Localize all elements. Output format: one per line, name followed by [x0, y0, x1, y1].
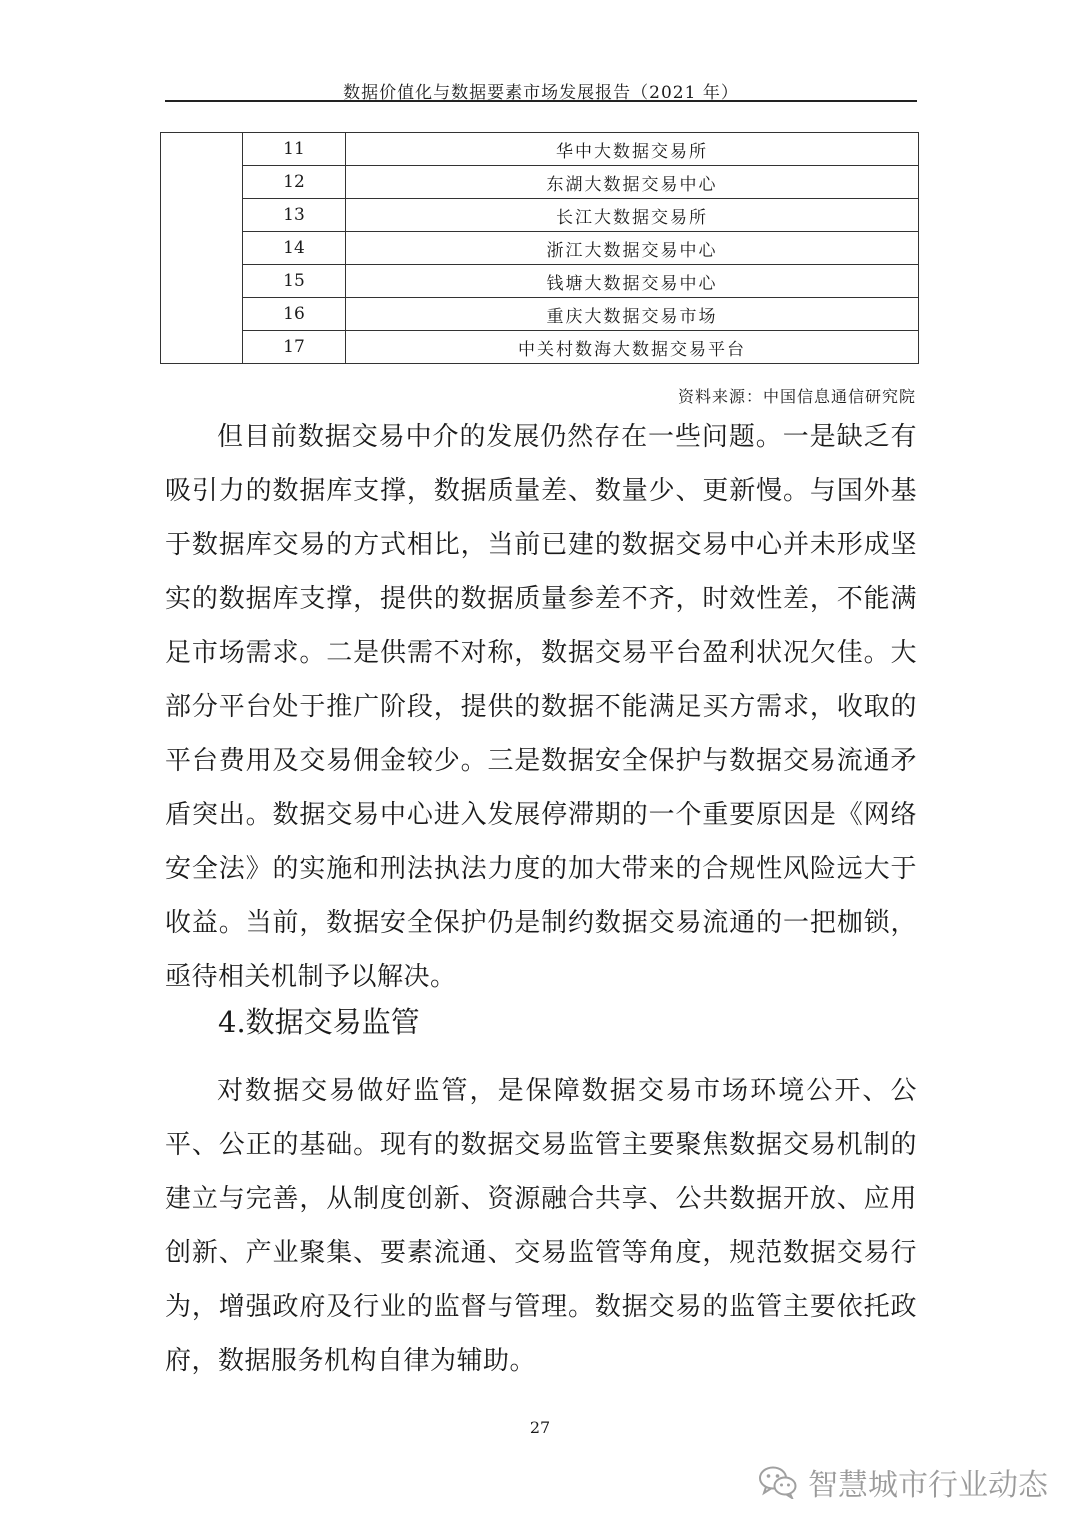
row-number: 13 — [243, 199, 346, 232]
exchange-name: 中关村数海大数据交易平台 — [346, 331, 919, 364]
watermark-text: 智慧城市行业动态 — [808, 1468, 1048, 1503]
section-heading: 4.数据交易监管 — [218, 1005, 420, 1039]
header-divider — [165, 100, 917, 102]
body-paragraph-issues: 但目前数据交易中介的发展仍然存在一些问题。一是缺乏有吸引力的数据库支撑，数据质量差、数量少、更新慢。与国外基于数据库交易的方式相比，当前已建的数据交易中心并未形成坚实的数据库支撑，提供的数据质量参差不齐，时效性差，不能满足市场需求。二是供需不对称，数据交易平台盈利状况欠佳。大部分平台处于推广阶段，提供的数据不能满足买方需求，收取的平台费用及交易佣金较少。三是数据安全保护与数据交易流通矛盾突出。数据交易中心进入发展停滞期的一个重要原因是《网络安全法》的实施和刑法执法力度的加大带来的合规性风险远大于收益。当前，数据安全保护仍是制约数据交易流通的一把枷锁，亟待相关机制予以解决。 — [165, 422, 917, 992]
page-number: 27 — [529, 1418, 551, 1437]
table-row — [161, 199, 919, 232]
wechat-icon — [758, 1465, 798, 1499]
watermark — [758, 1460, 1048, 1504]
table-row — [161, 331, 919, 364]
table-row — [161, 298, 919, 331]
exchange-name: 华中大数据交易所 — [346, 133, 919, 166]
row-number: 17 — [243, 331, 346, 364]
exchange-name: 长江大数据交易所 — [346, 199, 919, 232]
table-row — [161, 232, 919, 265]
row-number: 16 — [243, 298, 346, 331]
table-row — [161, 265, 919, 298]
exchange-name: 东湖大数据交易中心 — [346, 166, 919, 199]
row-number: 15 — [243, 265, 346, 298]
exchange-name: 钱塘大数据交易中心 — [346, 265, 919, 298]
page-header-title: 数据价值化与数据要素市场发展报告（2021 年） — [343, 83, 739, 103]
body-paragraph-regulation: 对数据交易做好监管，是保障数据交易市场环境公开、公平、公正的基础。现有的数据交易监管主要聚焦数据交易机制的建立与完善，从制度创新、资源融合共享、公共数据开放、应用创新、产业聚集、要素流通、交易监管等角度，规范数据交易行为，增强政府及行业的监督与管理。数据交易的监管主要依托政府，数据服务机构自律为辅助。 — [165, 1076, 917, 1376]
source-note: 资料来源：中国信息通信研究院 — [677, 387, 916, 406]
exchange-table — [160, 132, 919, 364]
table-row — [161, 166, 919, 199]
exchange-name: 浙江大数据交易中心 — [346, 232, 919, 265]
row-number: 12 — [243, 166, 346, 199]
row-number: 14 — [243, 232, 346, 265]
row-number: 11 — [243, 133, 346, 166]
table-row — [161, 133, 919, 166]
category-cell — [161, 133, 243, 364]
exchange-name: 重庆大数据交易市场 — [346, 298, 919, 331]
